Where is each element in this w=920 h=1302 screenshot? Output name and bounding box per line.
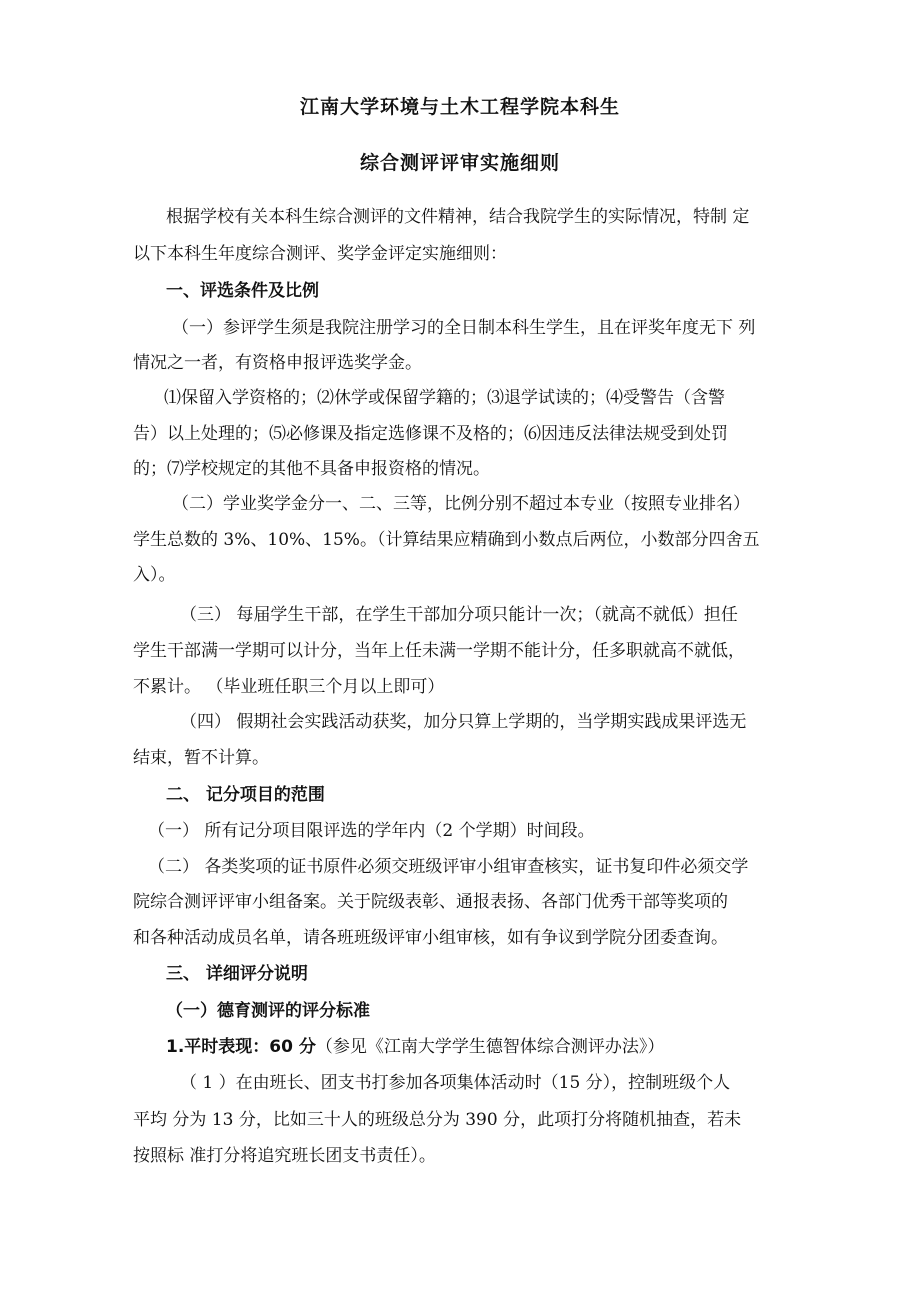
s2-p2-line-3: 和各种活动成员名单，请各班班级评审小组审核，如有争议到学院分团委查询。 [133,928,728,948]
intro-line-2: 以下本科生年度综合测评、奖学金评定实施细则： [133,244,507,264]
s1-p1-line-1: （一）参评学生须是我院注册学习的全日制本科生学生，且在评奖年度无下 列 [172,318,756,338]
s1-p4-line-3: 不累计。 （毕业班任职三个月以上即可） [133,677,445,697]
s1-p2-line-3: 的；⑺学校规定的其他不具备申报资格的情况。 [133,459,490,479]
s1-p4-line-1: （三） 每届学生干部，在学生干部加分项只能计一次；（就高不就低）担任 [180,605,738,625]
s3-item1-line [166,1036,664,1058]
s1-p2-line-1: ⑴保留入学资格的；⑵休学或保留学籍的；⑶退学试读的；⑷受警告（含警 [164,388,725,408]
document-title-line2: 综合测评评审实施细则 [359,152,560,174]
s2-p2-line-1: （二） 各类奖项的证书原件必须交班级评审小组审查核实，证书复印件必须交学 [148,857,749,877]
s3-item1-score: 60 分 [269,1037,316,1057]
s3-item1-note: （参见《江南大学学生德智体综合测评办法》） [315,1037,665,1057]
section2-heading: 二、 记分项目的范围 [166,785,325,805]
s1-p5-line-1: （四） 假期社会实践活动获奖，加分只算上学期的，当学期实践成果评选无 [180,712,747,732]
s1-p4-line-2: 学生干部满一学期可以计分，当年上任未满一学期不能计分，任多职就高不就低， [133,641,745,661]
s1-p5-line-2: 结束，暂不计算。 [133,748,269,768]
s1-p3-line-2: 学生总数的 3%、10%、15%。（计算结果应精确到小数点后两位，小数部分四舍五 [133,530,760,550]
s3-p1-line-2: 平均 分为 13 分，比如三十人的班级总分为 390 分，此项打分将随机抽查，若未 [133,1110,742,1130]
section3-heading: 三、 详细评分说明 [166,964,308,984]
s2-p1: （一） 所有记分项目限评选的学年内（2 个学期）时间段。 [148,821,595,841]
section1-heading: 一、评选条件及比例 [166,281,319,301]
s3-p1-line-3: 按照标 准打分将追究班长团支书责任）。 [133,1146,436,1166]
intro-line-1: 根据学校有关本科生综合测评的文件精神，结合我院学生的实际情况，特制 定 [166,207,750,227]
s1-p1-line-2: 情况之一者，有资格申报评选奖学金。 [133,353,422,373]
s3-p1-line-1: （ 1 ）在由班长、团支书打参加各项集体活动时（15 分），控制班级个人 [180,1073,731,1093]
document-title-line1: 江南大学环境与土木工程学院本科生 [299,96,620,118]
s1-p3-line-3: 入）。 [133,565,176,585]
s3-subheading-moral: （一）德育测评的评分标准 [166,1001,370,1021]
s3-item1-label: 1.平时表现： [166,1037,270,1057]
s1-p2-line-2: 告）以上处理的；⑸必修课及指定选修课不及格的；⑹因违反法律法规受到处罚 [133,424,728,444]
s2-p2-line-2: 院综合测评评审小组备案。关于院级表彰、通报表扬、各部门优秀干部等奖项的 [133,892,728,912]
s1-p3-line-1: （二）学业奖学金分一、二、三等，比例分别不超过本专业（按照专业排名） [172,494,750,514]
